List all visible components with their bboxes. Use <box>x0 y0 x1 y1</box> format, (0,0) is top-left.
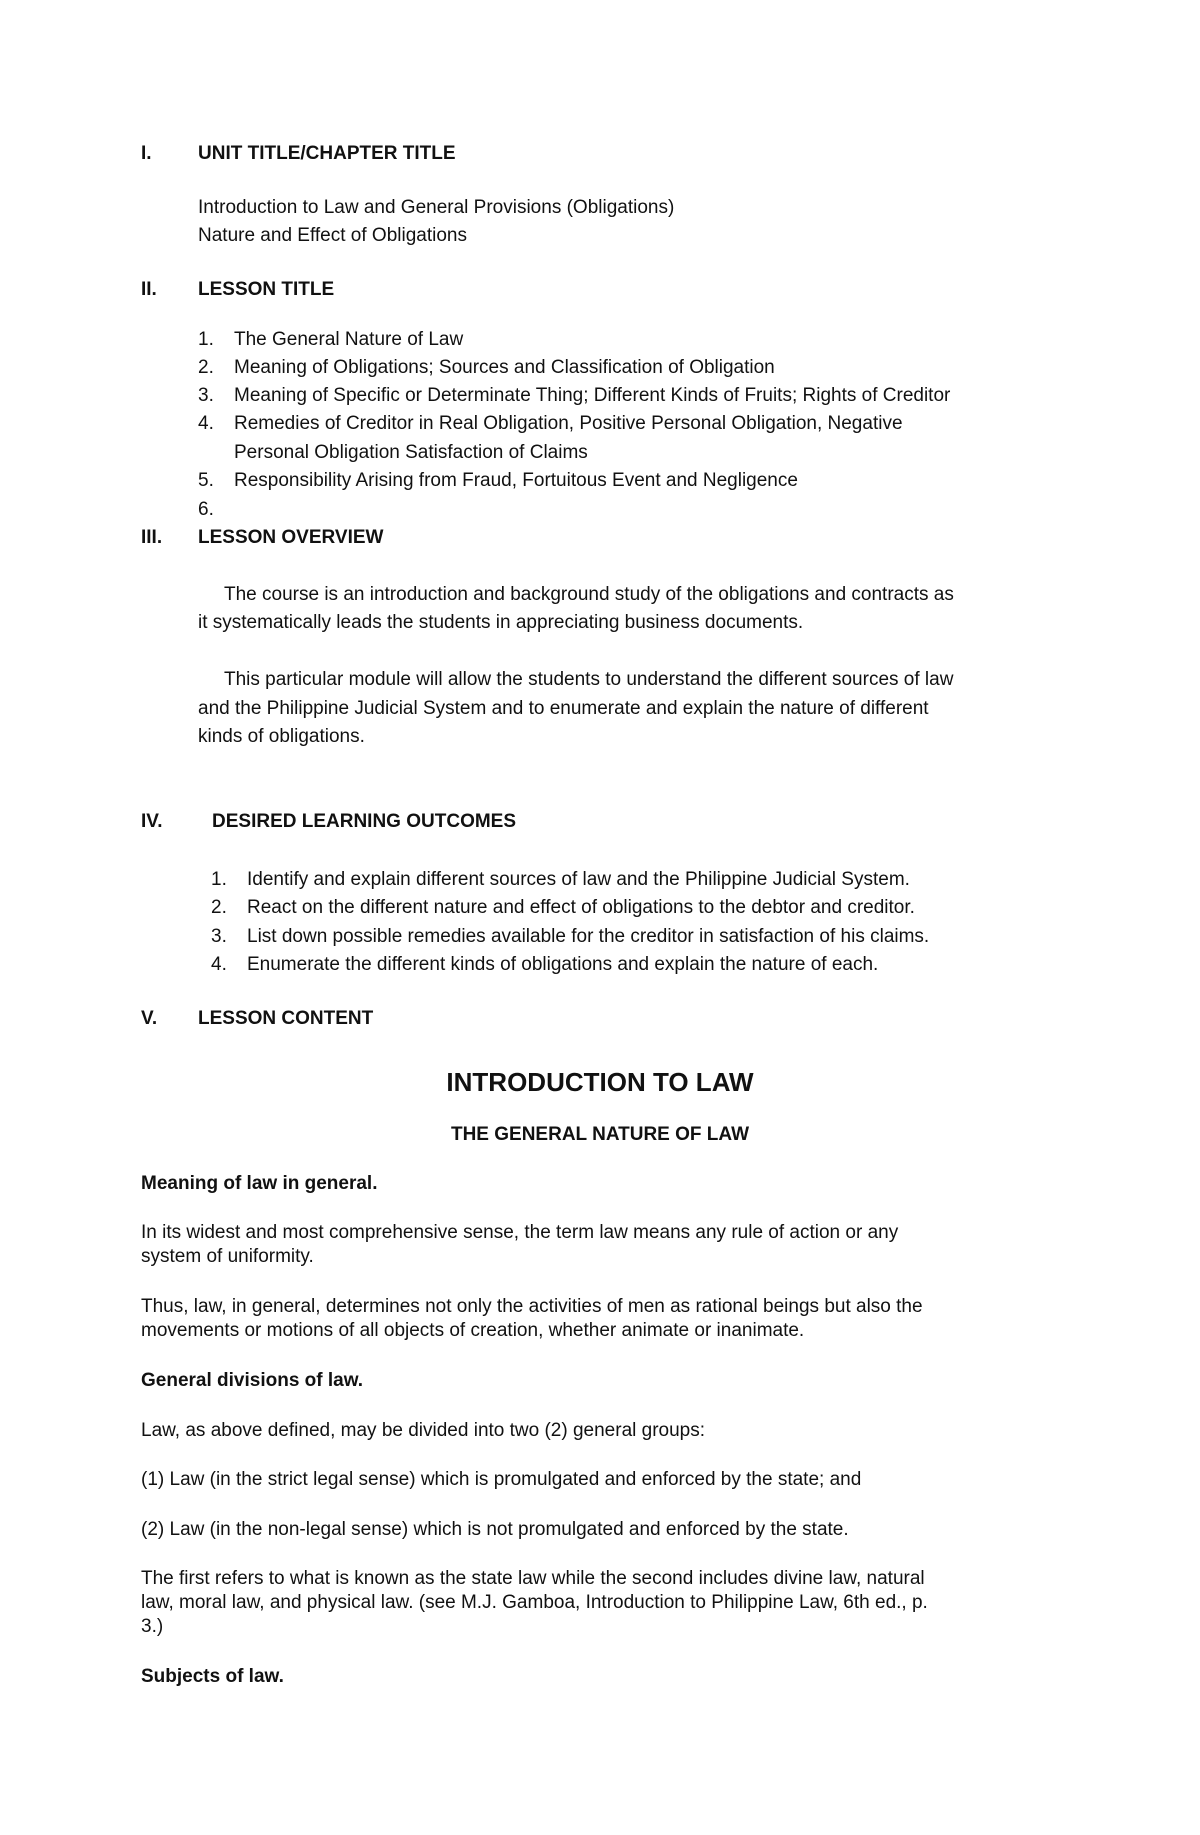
list-item <box>198 357 775 380</box>
section-numeral: V. <box>141 1008 158 1029</box>
list-text: Meaning of Obligations; Sources and Classification of Obligation <box>234 357 775 378</box>
paragraph-line: In its widest and most comprehensive sense, the term law means any rule of action or any <box>141 1222 899 1243</box>
list-text: List down possible remedies available for the creditor in satisfaction of his claims. <box>247 926 930 947</box>
list-text: Identify and explain different sources of law and the Philippine Judicial System. <box>247 869 910 890</box>
subheading-subjects-of-law: Subjects of law. <box>141 1666 284 1687</box>
list-text: Responsibility Arising from Fraud, Fortuitous Event and Negligence <box>234 470 798 491</box>
list-item <box>211 897 915 920</box>
section-numeral: I. <box>141 143 152 164</box>
paragraph-line: law, moral law, and physical law. (see M.J. Gamboa, Introduction to Philippine Law, 6th ed., p. <box>141 1592 928 1613</box>
list-text: Meaning of Specific or Determinate Thing; Different Kinds of Fruits; Rights of Creditor <box>234 385 951 406</box>
list-text-continuation: Personal Obligation Satisfaction of Claims <box>234 442 588 463</box>
overview-paragraph-line: it systematically leads the students in appreciating business documents. <box>198 612 804 633</box>
list-number: 4. <box>198 413 214 434</box>
list-number: 2. <box>211 897 227 918</box>
list-item <box>211 926 929 949</box>
section-numeral: IV. <box>141 811 163 832</box>
section-heading: LESSON CONTENT <box>198 1008 374 1029</box>
list-item <box>198 385 950 408</box>
list-item <box>198 413 903 436</box>
paragraph-line: (2) Law (in the non-legal sense) which is not promulgated and enforced by the state. <box>141 1519 849 1540</box>
paragraph-line: system of uniformity. <box>141 1246 314 1267</box>
section-heading: UNIT TITLE/CHAPTER TITLE <box>198 143 456 164</box>
list-number: 5. <box>198 470 214 491</box>
paragraph-line: Thus, law, in general, determines not only the activities of men as rational beings but also the <box>141 1296 923 1317</box>
list-item <box>198 499 234 522</box>
content-title: INTRODUCTION TO LAW <box>446 1067 754 1097</box>
paragraph-line: 3.) <box>141 1616 164 1637</box>
paragraph-line: Law, as above defined, may be divided into two (2) general groups: <box>141 1420 706 1441</box>
paragraph-line: movements or motions of all objects of creation, whether animate or inanimate. <box>141 1320 805 1341</box>
list-text: The General Nature of Law <box>234 329 464 350</box>
list-text: React on the different nature and effect of obligations to the debtor and creditor. <box>247 897 915 918</box>
list-item <box>211 954 878 977</box>
list-number: 4. <box>211 954 227 975</box>
overview-paragraph-line: The course is an introduction and background study of the obligations and contracts as <box>224 584 954 605</box>
paragraph-line: The first refers to what is known as the state law while the second includes divine law, natural <box>141 1568 925 1589</box>
section-heading: DESIRED LEARNING OUTCOMES <box>212 811 517 832</box>
list-item <box>198 329 463 352</box>
subheading-general-divisions: General divisions of law. <box>141 1370 364 1391</box>
list-number: 1. <box>211 869 227 890</box>
list-number: 1. <box>198 329 214 350</box>
content-subtitle: THE GENERAL NATURE OF LAW <box>450 1124 750 1145</box>
overview-paragraph-line: kinds of obligations. <box>198 726 365 747</box>
unit-title-line: Introduction to Law and General Provisions (Obligations) <box>198 197 675 218</box>
list-item <box>198 470 798 493</box>
list-number: 6. <box>198 499 214 520</box>
list-item <box>211 869 910 892</box>
list-text: Remedies of Creditor in Real Obligation, Positive Personal Obligation, Negative <box>234 413 903 434</box>
list-text: Enumerate the different kinds of obligations and explain the nature of each. <box>247 954 879 975</box>
overview-paragraph-line: This particular module will allow the students to understand the different sources of law <box>224 669 954 690</box>
section-heading: LESSON OVERVIEW <box>198 527 384 548</box>
list-number: 3. <box>211 926 227 947</box>
overview-paragraph-line: and the Philippine Judicial System and to enumerate and explain the nature of different <box>198 698 929 719</box>
subheading-meaning-of-law: Meaning of law in general. <box>141 1173 378 1194</box>
paragraph-line: (1) Law (in the strict legal sense) which is promulgated and enforced by the state; and <box>141 1469 862 1490</box>
list-number: 3. <box>198 385 214 406</box>
unit-title-line: Nature and Effect of Obligations <box>198 225 467 246</box>
section-heading: LESSON TITLE <box>198 279 335 300</box>
section-numeral: III. <box>141 527 163 548</box>
section-numeral: II. <box>141 279 157 300</box>
list-number: 2. <box>198 357 214 378</box>
